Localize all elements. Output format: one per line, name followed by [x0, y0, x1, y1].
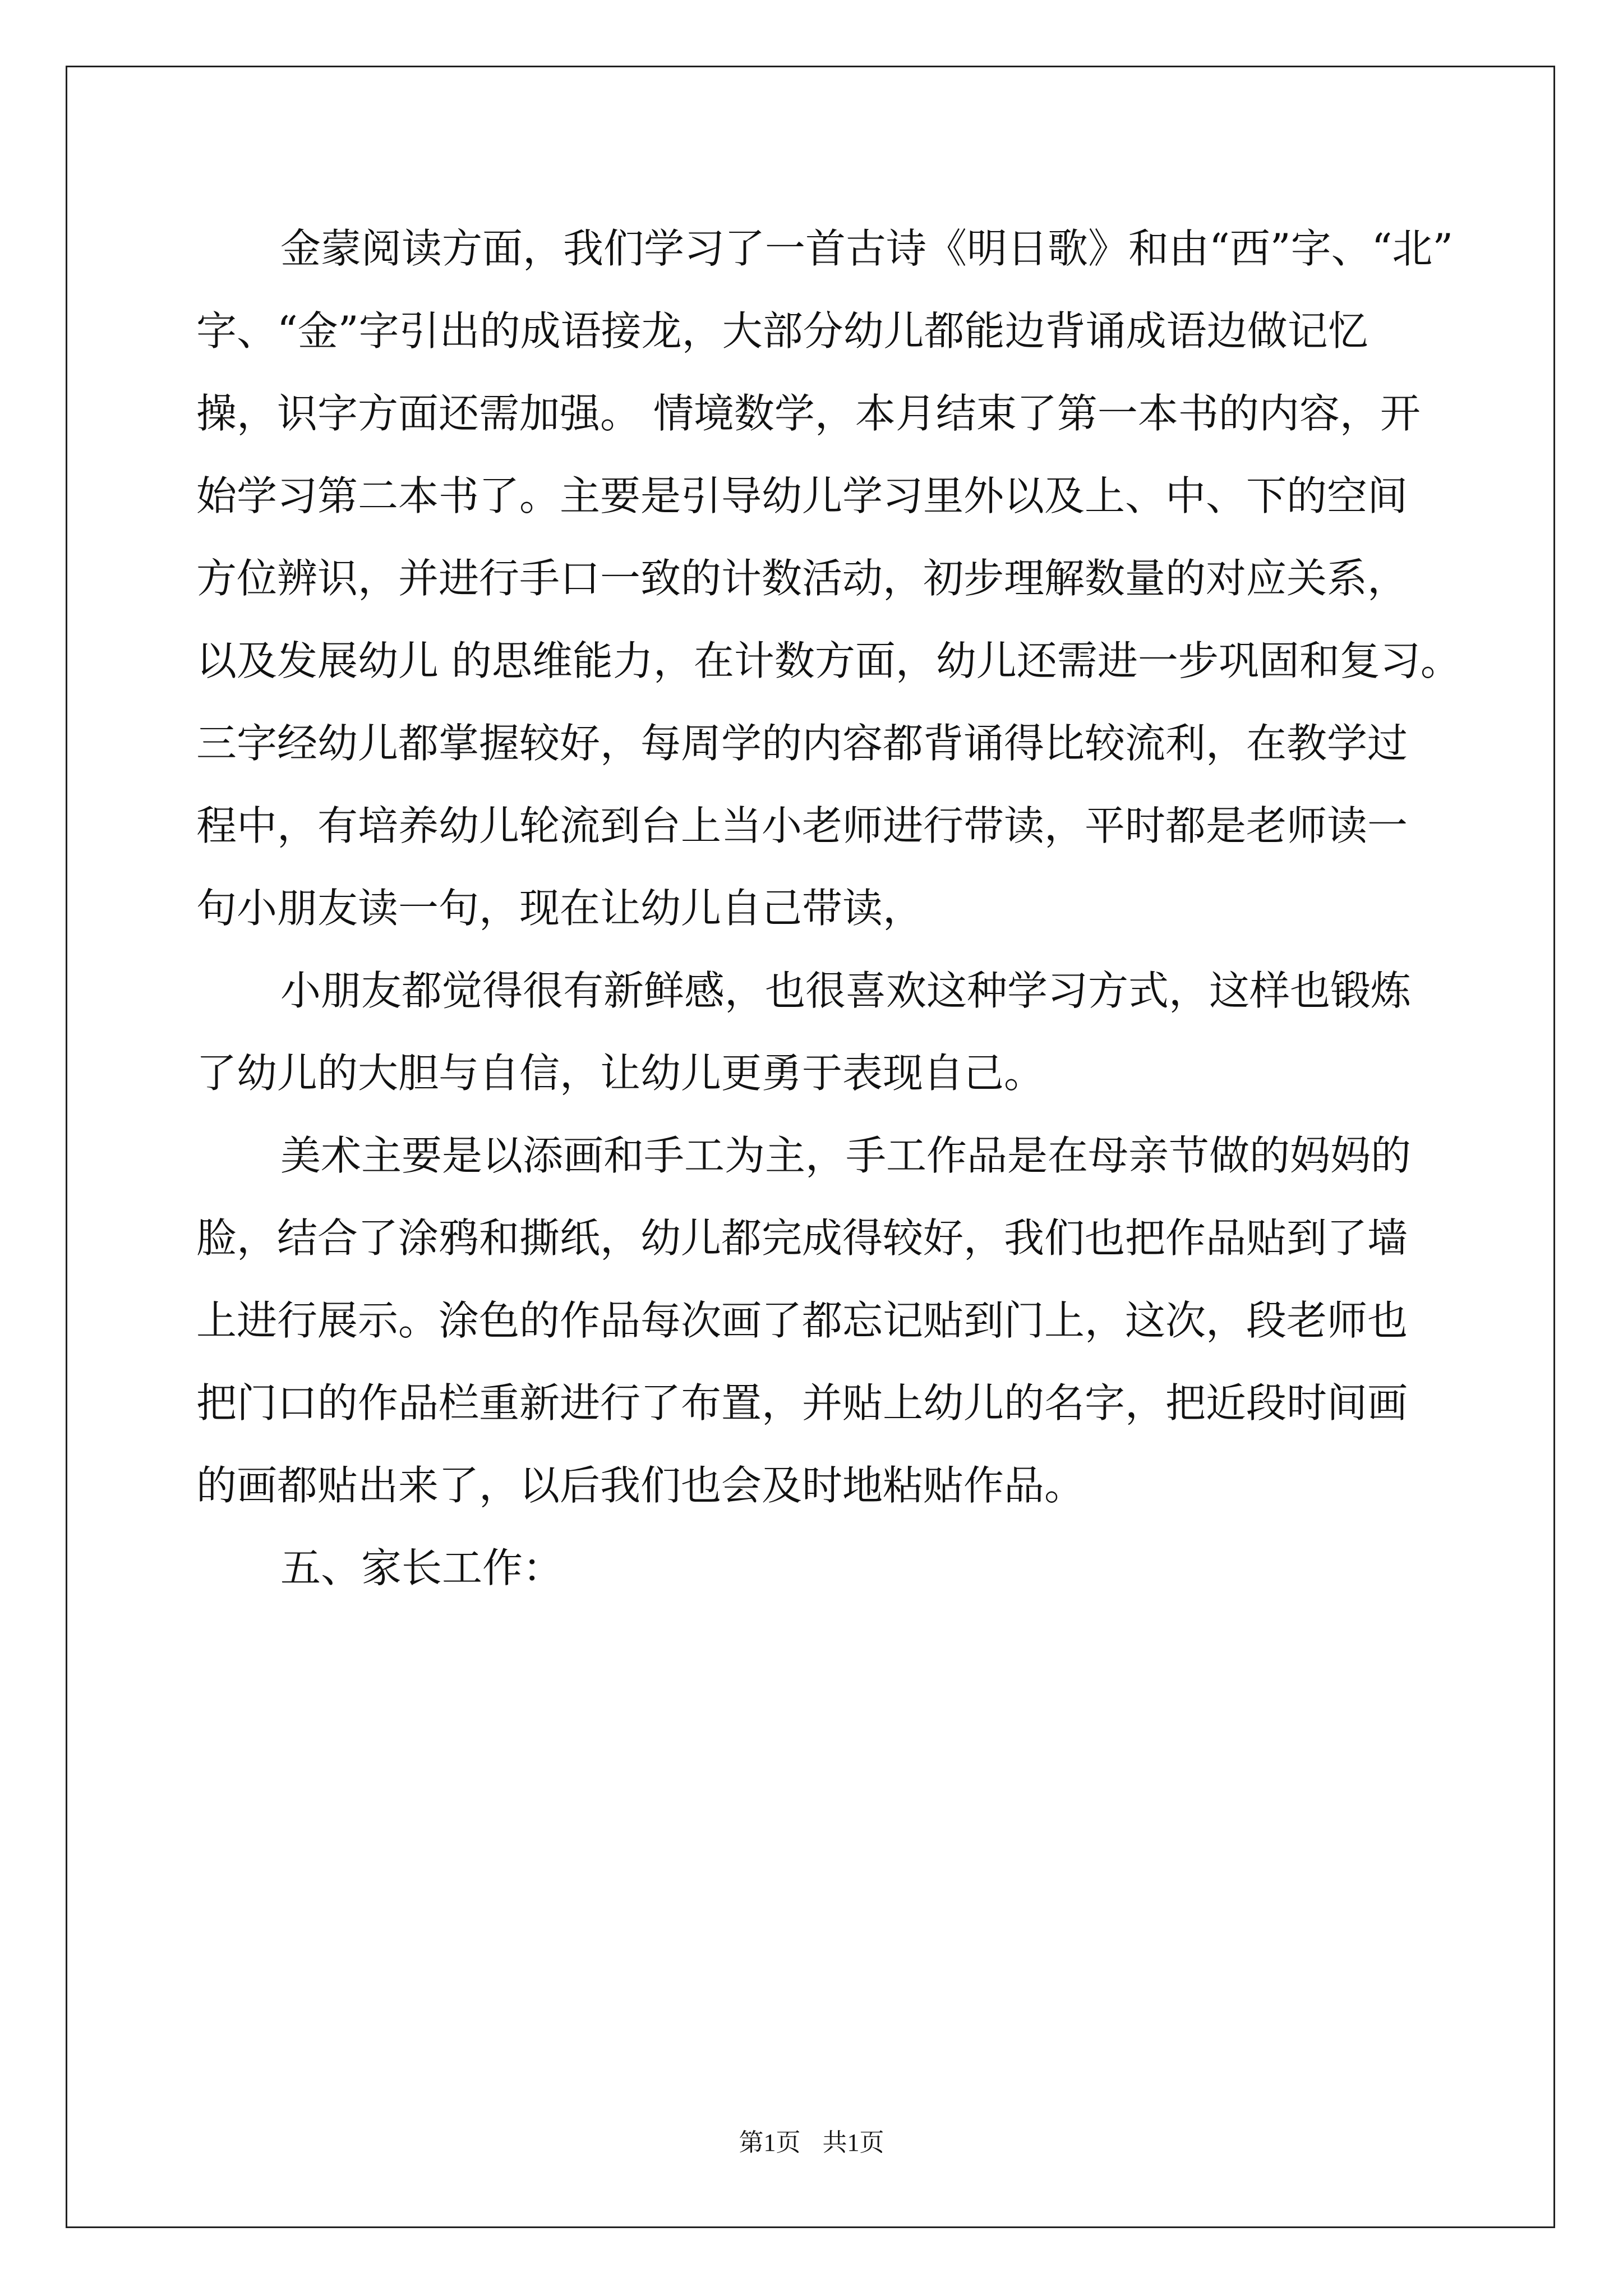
paragraph-3-line-3: 上进行展示。涂色的作品每次画了都忘记贴到门上，这次，段老师也	[196, 1297, 1408, 1344]
paragraph-1-line-4: 始学习第二本书了。主要是引导幼儿学习里外以及上、中、下的空间	[196, 472, 1408, 519]
paragraph-1-line-8: 程中，有培养幼儿轮流到台上当小老师进行带读，平时都是老师读一	[196, 802, 1408, 849]
paragraph-1-line-3: 操，识字方面还需加强。 情境数学，本月结束了第一本书的内容，开	[196, 390, 1421, 437]
paragraph-2-line-1: 小朋友都觉得很有新鲜感，也很喜欢这种学习方式，这样也锻炼	[280, 967, 1412, 1014]
paragraph-1-line-1: 金蒙阅读方面，我们学习了一首古诗《明日歌》和由“西”字、“北”	[280, 225, 1454, 272]
paragraph-3-line-5: 的画都贴出来了，以后我们也会及时地粘贴作品。	[196, 1462, 1085, 1509]
paragraph-3-line-2: 脸，结合了涂鸦和撕纸，幼儿都完成得较好，我们也把作品贴到了墙	[196, 1214, 1408, 1262]
page-number: 第1页	[739, 2129, 801, 2156]
paragraph-3-line-1: 美术主要是以添画和手工为主，手工作品是在母亲节做的妈妈的	[280, 1132, 1412, 1179]
paragraph-1-line-2: 字、“金”字引出的成语接龙，大部分幼儿都能边背诵成语边做记忆	[196, 307, 1368, 355]
paragraph-2-line-2: 了幼儿的大胆与自信，让幼儿更勇于表现自己。	[196, 1050, 1045, 1097]
page-footer	[0, 2126, 1623, 2160]
paragraph-1-line-7: 三字经幼儿都掌握较好，每周学的内容都背诵得比较流利，在教学过	[196, 720, 1408, 767]
paragraph-1-line-5: 方位辨识，并进行手口一致的计数活动，初步理解数量的对应关系，	[196, 555, 1408, 602]
document-body	[196, 208, 1481, 1609]
paragraph-1-line-6: 以及发展幼儿 的思维能力，在计数方面，幼儿还需进一步巩固和复习。	[196, 637, 1461, 684]
section-heading-parent-work: 五、家长工作：	[280, 1544, 564, 1591]
page-total: 共1页	[822, 2129, 884, 2156]
paragraph-3-line-4: 把门口的作品栏重新进行了布置，并贴上幼儿的名字，把近段时间画	[196, 1379, 1408, 1427]
paragraph-1-line-9: 句小朋友读一句，现在让幼儿自己带读，	[196, 885, 924, 932]
